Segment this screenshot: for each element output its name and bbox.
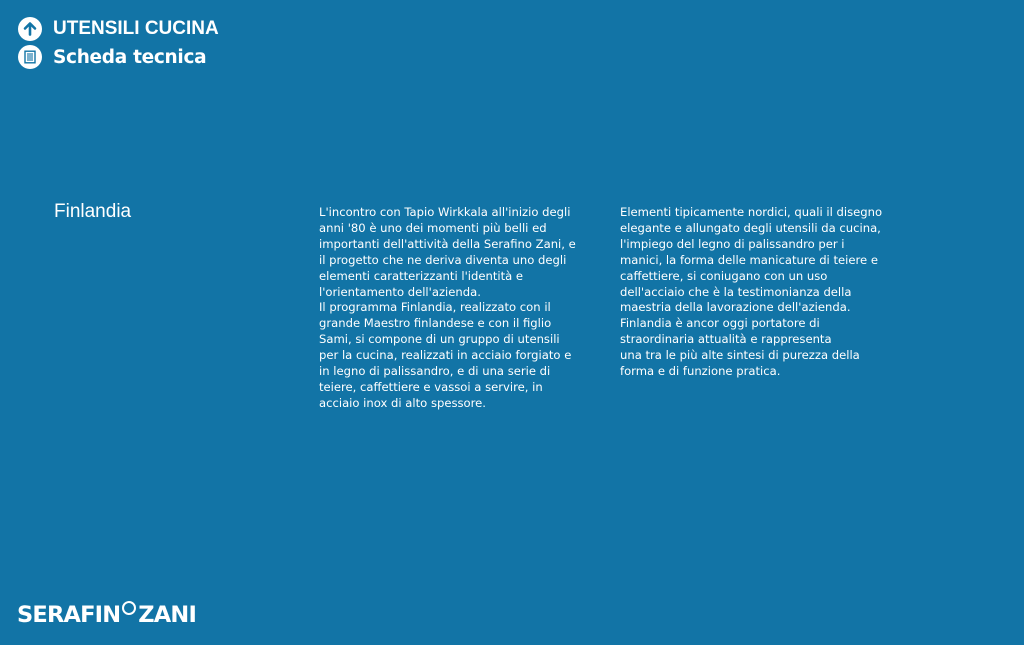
sheet-label[interactable]: Scheda tecnica bbox=[53, 46, 207, 68]
description-column-2: Elementi tipicamente nordici, quali il disegno elegante e allungato degli utensili da cucina, l'impiego del legno di palissandro per i manici, la forma delle manicature di teiere e caffettiere, si coniugano con un uso dell'acciaio che è la testimonianza della maestria della lavorazione dell'azienda. Finlandia è ancor oggi portatore di straordinaria attualità e rappresenta una tra le più alte sintesi di purezza della forma e di funzione pratica. bbox=[620, 205, 883, 379]
brand-logo bbox=[17, 601, 196, 626]
logo-ring-icon bbox=[122, 601, 136, 615]
description-column-1: L'incontro con Tapio Wirkkala all'inizio degli anni '80 è uno dei momenti più belli ed importanti dell'attività della Serafino Zani, e il progetto che ne deriva diventa uno degli elementi caratterizzanti l'identità e l'orientamento dell'azienda. Il programma Finlandia, realizzato con il grande Maestro finlandese e con il figlio Sami, si compone di un gruppo di utensili per la cucina, realizzati in acciaio forgiato e in legno di palissandro, e di una serie di teiere, caffettiere e vassoi a servire, in acciaio inox di alto spessore. bbox=[319, 205, 576, 410]
arrow-up-icon[interactable] bbox=[18, 17, 42, 41]
category-label[interactable]: UTENSILI CUCINA bbox=[53, 18, 219, 39]
product-title: Finlandia bbox=[54, 201, 132, 222]
document-icon[interactable] bbox=[18, 45, 42, 69]
technical-sheet-link[interactable] bbox=[18, 45, 206, 69]
back-to-category-link[interactable] bbox=[18, 17, 219, 41]
logo-text-left: SERAFIN bbox=[17, 601, 121, 628]
logo-text-right: ZANI bbox=[138, 601, 197, 628]
